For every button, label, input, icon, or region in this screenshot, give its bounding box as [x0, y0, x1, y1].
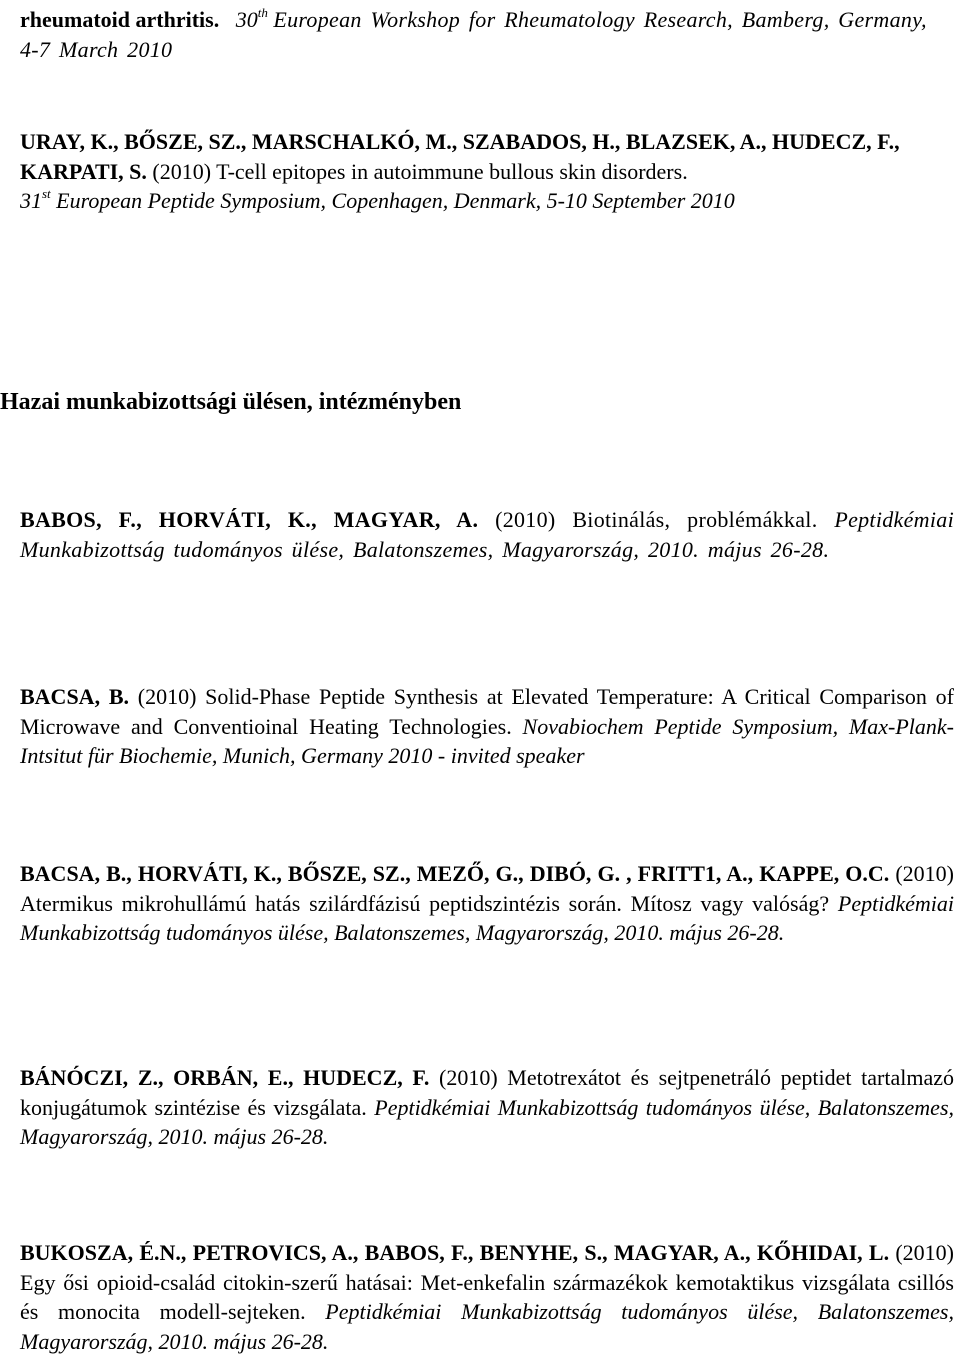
entry-venue: European Workshop for Rheumatology Research, Bamberg, Germany, 4-7 March 2010 — [20, 7, 927, 62]
entry-venue: Peptidkémiai Munkabizottság tudományos ülése, Balatonszemes, Magyarország, 2010. május 26-28. — [20, 1299, 954, 1354]
entry-title: (2010) Biotinálás, problémákkal. — [495, 507, 818, 532]
entry-authors: BABOS, F., HORVÁTI, K., MAGYAR, A. — [20, 507, 479, 532]
entry-authors: URAY, K., BŐSZE, SZ., MARSCHALKÓ, M., SZABADOS, H., BLAZSEK, A., HUDECZ, F., KARPATI, S. — [20, 129, 900, 184]
section-heading: Hazai munkabizottsági ülésen, intézményben — [0, 389, 462, 415]
publication-entry — [20, 5, 954, 64]
entry-authors: BACSA, B., HORVÁTI, K., BŐSZE, SZ., MEZŐ, G., DIBÓ, G. , FRITT1, A., KAPPE, O.C. — [20, 861, 890, 886]
publication-entry — [20, 859, 954, 948]
entry-authors: BUKOSZA, É.N., PETROVICS, A., BABOS, F., BENYHE, S., MAGYAR, A., KŐHIDAI, L. — [20, 1240, 890, 1265]
entry-title: (2010) Metotrexátot és sejtpenetráló peptidet tartalmazó konjugátumok szintézise és vizsgálata. — [20, 1065, 955, 1120]
ordinal-suffix: th — [257, 4, 268, 20]
publication-entry — [20, 682, 954, 771]
entry-venue: Novabiochem Peptide Symposium, Max-Plank-Intsitut für Biochemie, Munich, Germany 2010 - invited speaker — [20, 713, 955, 768]
entry-title: (2010) Egy ősi opioid-család citokin-szerű hatásai: Met-enkefalin származékok kemotaktikus vizsgálata csillós és monocita modell-sejteken. — [20, 1240, 955, 1324]
entry-venue-number: 31st — [20, 185, 51, 213]
publication-entry — [20, 127, 954, 216]
entry-venue: Peptidkémiai Munkabizottság tudományos ülése, Balatonszemes, Magyarország, 2010. május 26-28. — [20, 507, 954, 562]
ordinal-suffix: st — [42, 185, 51, 201]
entry-authors: BÁNÓCZI, Z., ORBÁN, E., HUDECZ, F. — [20, 1065, 430, 1090]
entry-venue: Peptidkémiai Munkabizottság tudományos ülése, Balatonszemes, Magyarország, 2010. május 26-28. — [20, 1094, 954, 1149]
entry-venue-number: 30th — [235, 4, 268, 32]
publication-entry — [20, 1238, 954, 1356]
entry-venue: European Peptide Symposium, Copenhagen, Denmark, 5-10 September 2010 — [56, 188, 735, 213]
entry-title: (2010) Solid-Phase Peptide Synthesis at Elevated Temperature: A Critical Comparison of Microwave and Conventioinal Heating Technologies. — [20, 684, 955, 739]
publication-entry — [20, 505, 954, 564]
entry-title: (2010) T-cell epitopes in autoimmune bullous skin disorders. — [152, 158, 688, 184]
entry-title: (2010) Atermikus mikrohullámú hatás szilárdfázisú peptidszintézis során. Mítosz vagy valóság? — [20, 861, 954, 916]
publication-entry — [20, 1063, 954, 1152]
entry-authors: BACSA, B. — [20, 684, 129, 709]
entry-venue: Peptidkémiai Munkabizottság tudományos ülése, Balatonszemes, Magyarország, 2010. május 26-28. — [20, 890, 954, 945]
entry-authors: rheumatoid arthritis. — [20, 7, 220, 32]
